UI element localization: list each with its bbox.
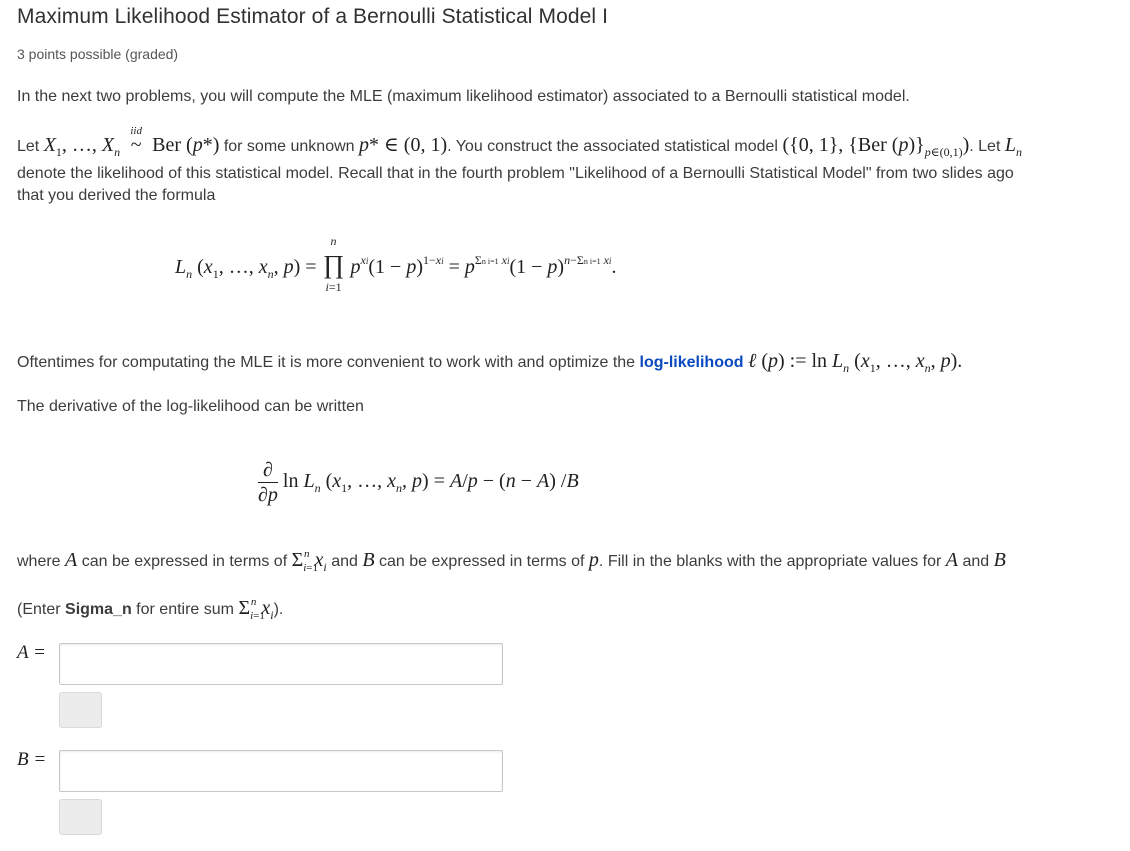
problem-title: Maximum Likelihood Estimator of a Bernoulli Statistical Model I <box>17 5 609 28</box>
var-b-math-2: B <box>993 549 1006 571</box>
b-answer-input[interactable] <box>59 750 503 792</box>
enter-hint <box>17 597 1107 622</box>
a-answer-input[interactable] <box>59 643 503 685</box>
p-star-domain-math: p* ∈ (0, 1) <box>359 134 448 156</box>
b-status-indicator <box>59 799 102 835</box>
where-text-3: and <box>331 553 358 570</box>
let-mid1: for some unknown <box>223 138 355 155</box>
let-mid2: . You construct the associated statistical model <box>447 138 778 155</box>
iid-sample-math: $X_1$, …, $X_n$ iid ~ Ber (p*) <box>43 125 220 159</box>
where-text-1: where <box>17 553 61 570</box>
enter-text-3: ). <box>273 601 284 618</box>
where-text-5: . Fill in the blanks with the appropriate values for <box>598 553 942 570</box>
loglik-paragraph <box>17 350 1107 374</box>
let-mid3: . Let <box>969 138 1001 155</box>
b-label: B = <box>17 749 47 770</box>
var-p-math: p <box>588 549 599 571</box>
model-statement <box>17 125 1107 159</box>
derivative-lead: The derivative of the log-likelihood can be written <box>17 398 364 415</box>
where-text-6: and <box>962 553 990 570</box>
points-possible: 3 points possible (graded) <box>17 46 179 62</box>
var-b-math: B <box>362 549 375 571</box>
likelihood-symbol-math: $L_n$ <box>1004 134 1022 159</box>
where-text-4: can be expressed in terms of <box>379 553 585 570</box>
intro-paragraph: In the next two problems, you will compute the MLE (maximum likelihood estimator) associated to a Bernoulli statistical model. <box>17 88 910 105</box>
a-status-indicator <box>59 692 102 728</box>
log-likelihood-term: log-likelihood <box>639 354 744 371</box>
where-paragraph <box>17 549 1107 574</box>
sum-xi-math-2: $\Sigma_{i=1}^n$ $x_i$ <box>238 596 274 622</box>
likelihood-description: denote the likelihood of this statistical model. Recall that in the fourth problem "Likelihood of a Bernoulli Statistical Model" from two slides ago <box>17 165 1014 182</box>
a-label: A = <box>17 642 46 663</box>
enter-text-2: for entire sum <box>136 601 234 618</box>
sigma-n-keyword: Sigma_n <box>65 601 132 618</box>
var-a-math-2: A <box>945 549 958 571</box>
statistical-model-math: ({0, 1}, {Ber $(p)\}_{p\in(0,1)}$) <box>782 134 970 159</box>
log-likelihood-definition-math: ℓ (p) := $\ln L_n$ ($x_1$, …, $x_n$, p). <box>747 350 963 375</box>
enter-text-1: (Enter <box>17 601 61 618</box>
formula-lead: that you derived the formula <box>17 187 216 204</box>
oftentimes-text: Oftentimes for computating the MLE it is more convenient to work with and optimize the <box>17 354 636 371</box>
var-a-math: A <box>65 549 78 571</box>
let-prefix: Let <box>17 138 40 155</box>
where-text-2: can be expressed in terms of <box>81 553 288 570</box>
sum-xi-math: $\Sigma_{i=1}^n$ $x_i$ <box>291 548 327 574</box>
derivative-formula: $\frac{\partial}{\partial p}$ $\ln L_n$ ($x_1$, …, $x_n$, p) = A/p − (n − A) /B <box>258 459 579 506</box>
likelihood-formula: $L_n$ ($x_1$, …, $x_n$, p) = n ∏ i=1 $p^{xi}(1 - p)^{1-xi} = p^{\Sigma n i=1 xi}(1 - p)^{n-\Sigma n i=1 xi}$. <box>175 234 617 294</box>
